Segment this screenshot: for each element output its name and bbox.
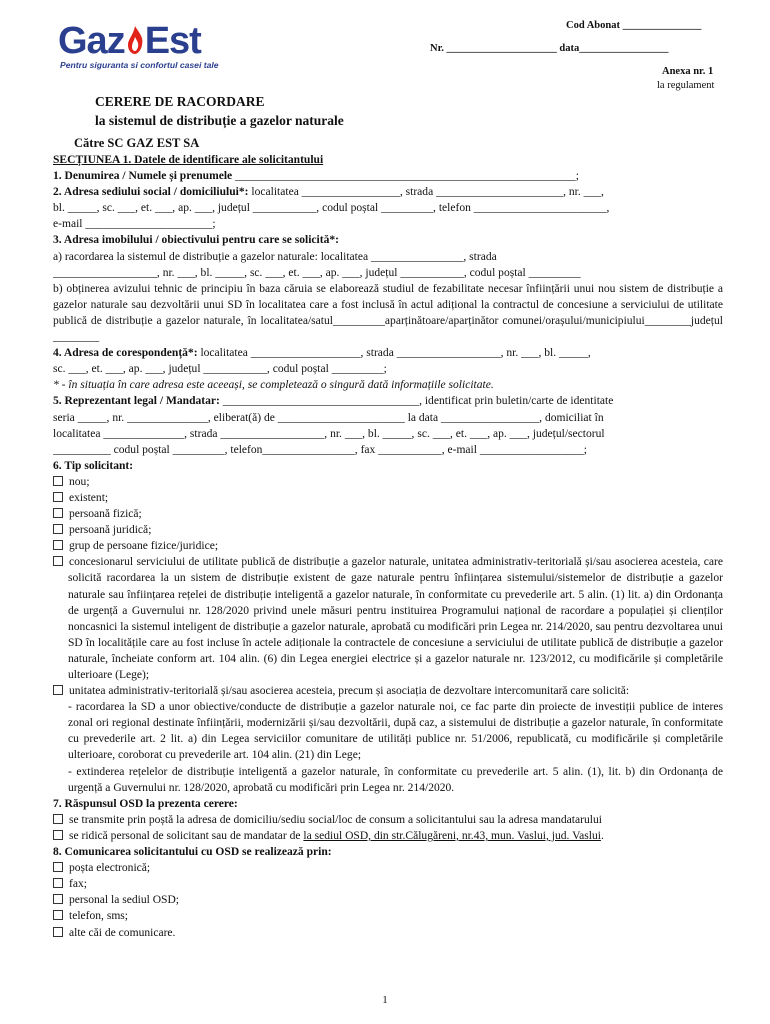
checkbox[interactable]: [53, 878, 63, 888]
communication-option[interactable]: alte căi de comunicare.: [53, 925, 723, 941]
response-option[interactable]: se transmite prin poștă la adresa de domiciliu/sediu social/loc de consum a solicitantului sau la adresa mandatarului: [53, 812, 723, 828]
nr-data: Nr. _____________________ data_________________: [430, 43, 669, 54]
communication-option[interactable]: personal la sediul OSD;: [53, 892, 723, 908]
field-representative-address: localitatea ______________, strada __________________, nr. ___, bl. _____, sc. ___, et. ___, ap. ___, județul/sectorul: [53, 427, 605, 440]
page-number: 1: [382, 994, 388, 1006]
checkbox[interactable]: [53, 894, 63, 904]
checkbox[interactable]: [53, 524, 63, 534]
field-property-b: b) obținerea avizului tehnic de principiu în baza căruia se elaborează studiul de fezabilitate necesar înființării unui nou sistem de distribuție a gazelor naturale sau dezvoltării unui SD în localitatea care a fost inclusă în actul adițional la contractul de concesiune a serviciului de utilitate publică de distribuție a gazelor naturale, în localitatea/satul_________aparținătoare/aparținător comunei/orașului/municipiului________județul ________: [53, 282, 723, 344]
applicant-type-option[interactable]: existent;: [53, 490, 723, 506]
applicant-type-heading: 6. Tip solicitant:: [53, 459, 134, 472]
applicant-type-sub2: - extinderea rețelelor de distribuție inteligentă a gazelor naturale, în conformitate cu prevederile art. 5 alin. (1), lit. b) din Ordonanța de urgență a Guvernului nr. 128/2020, aprobată cu modificări prin Legea nr. 214/2020.: [68, 765, 723, 794]
doc-title: CERERE DE RACORDARE: [95, 94, 265, 109]
communication-heading: 8. Comunicarea solicitantului cu OSD se realizează prin:: [53, 846, 332, 859]
field-property-a: a) racordarea la sistemul de distribuție a gazelor naturale: localitatea ________________, strada: [53, 250, 497, 263]
doc-subtitle: la sistemul de distribuție a gazelor naturale: [95, 113, 344, 128]
anexa-label: Anexa nr. 1: [662, 66, 714, 77]
checkbox[interactable]: [53, 540, 63, 550]
checkbox[interactable]: [53, 508, 63, 518]
checkbox[interactable]: [53, 910, 63, 920]
field-address: 2. Adresa sediului social / domiciliului*: localitatea _________________, strada ______________________, nr. ___,: [53, 186, 604, 199]
field-correspondence-cont: sc. ___, et. ___, ap. ___, județul ___________, codul poștal _________;: [53, 363, 387, 376]
flame-icon: [125, 25, 145, 55]
footnote-same-address: * - în situația în care adresa este aceeași, se completează o singură dată informațiile solicitate.: [53, 379, 494, 392]
applicant-type-option[interactable]: persoană juridică;: [53, 522, 723, 538]
field-representative-id: seria _____, nr. ______________, eliberat(ă) de ______________________ la data _________________, domiciliat în: [53, 411, 604, 424]
response-option[interactable]: se ridică personal de solicitant sau de mandatar de la sediul OSD, din str.Călugăreni, nr.43, mun. Vaslui, jud. Vaslui.: [53, 828, 723, 844]
field-correspondence: 4. Adresa de corespondență*: localitatea ___________________, strada __________________, nr. ___, bl. _____,: [53, 347, 591, 360]
field-representative-contact: __________ codul poștal _________, telefon________________, fax ___________, e-mail __________________;: [53, 443, 587, 456]
checkbox[interactable]: [53, 556, 63, 566]
checkbox[interactable]: [53, 476, 63, 486]
regulament-label: la regulament: [657, 80, 715, 91]
communication-option[interactable]: telefon, sms;: [53, 908, 723, 924]
field-property-heading: 3. Adresa imobilului / obiectivului pentru care se solicită*:: [53, 234, 340, 247]
gazest-logo: [58, 18, 258, 78]
recipient: Către SC GAZ EST SA: [74, 136, 200, 150]
section-heading: SECȚIUNEA 1. Datele de identificare ale solicitantului: [53, 154, 324, 166]
field-property-a-cont: __________________, nr. ___, bl. _____, sc. ___, et. ___, ap. ___, județul ___________, codul poștal _________: [53, 266, 581, 279]
checkbox[interactable]: [53, 927, 63, 937]
applicant-type-option[interactable]: grup de persoane fizice/juridice;: [53, 538, 723, 554]
field-name: 1. Denumirea / Numele și prenumele ___________________________________________________________;: [53, 170, 579, 183]
field-address-cont: bl. _____, sc. ___, et. ___, ap. ___, județul ___________, codul poștal _________, telefon _______________________,: [53, 202, 610, 215]
checkbox[interactable]: [53, 862, 63, 872]
applicant-type-option[interactable]: concesionarul serviciului de utilitate publică de distribuție a gazelor naturale, unitatea administrativ-teritorială și/sau asocierea acesteia, care solicită racordarea la un sistem de distribuție existent de gaze naturale pentru înființarea sistemului/sistemelor de distribuție a gazelor naturale sau înființarea rețelei de distribuție inteligentă a gazelor naturale, în conformitate cu prevederile art. 5 alin. (1) lit. a) din Ordonanța de urgență a Guvernului nr. 128/2020 privind unele măsuri pentru instituirea Programului național de racordare a populației și clienților noncasnici la sistemul inteligent de distribuție a gazelor naturale, aprobată cu modificări prin Legea nr. 214/2020, sau pentru dezvoltarea unui SD în localitățile care au fost incluse în actele adiționale la contractele de concesiune a serviciului de utilitate publică de distribuție a gazelor naturale, încheiate conform art. 104 alin. (6) din Legea energiei electrice și a gazelor naturale nr. 123/2012, cu modificările și completările ulterioare (Lege);: [53, 554, 723, 683]
logo-text-est: Est: [144, 20, 201, 62]
field-email: e-mail ______________________;: [53, 218, 216, 231]
applicant-type-option[interactable]: unitatea administrativ-teritorială și/sau asocierea acesteia, precum și asociația de dezvoltare intercomunitară care solicită:: [53, 683, 723, 699]
response-heading: 7. Răspunsul OSD la prezenta cerere:: [53, 797, 238, 810]
checkbox[interactable]: [53, 814, 63, 824]
form-body: [53, 152, 723, 941]
checkbox[interactable]: [53, 830, 63, 840]
communication-option[interactable]: poșta electronică;: [53, 860, 723, 876]
applicant-type-option[interactable]: nou;: [53, 474, 723, 490]
applicant-type-sub1: - racordarea la SD a unor obiective/conducte de distribuție a gazelor naturale noi, ce fac parte din proiecte de investiții publice de interes zonal ori regional destinate înființării, modernizării și/sau dezvoltării, după caz, a sistemului de distribuție a gazelor naturale, în conformitate cu prevederile art. 2 lit. a) din Legea serviciilor comunitare de utilități publice nr. 51/2006, republicată, cu modificările și completările ulterioare, coroborat cu prevederile art. 104 alin. (21) din Lege;: [68, 701, 723, 762]
logo-text-gaz: Gaz: [58, 20, 125, 62]
communication-option[interactable]: fax;: [53, 876, 723, 892]
checkbox[interactable]: [53, 685, 63, 695]
field-representative: 5. Reprezentant legal / Mandatar: __________________________________, identificat prin buletin/carte de identitate: [53, 395, 614, 408]
checkbox[interactable]: [53, 492, 63, 502]
cod-abonat: Cod Abonat _______________: [566, 20, 702, 31]
logo-tagline: Pentru siguranta si confortul casei tale: [60, 60, 219, 70]
applicant-type-option[interactable]: persoană fizică;: [53, 506, 723, 522]
